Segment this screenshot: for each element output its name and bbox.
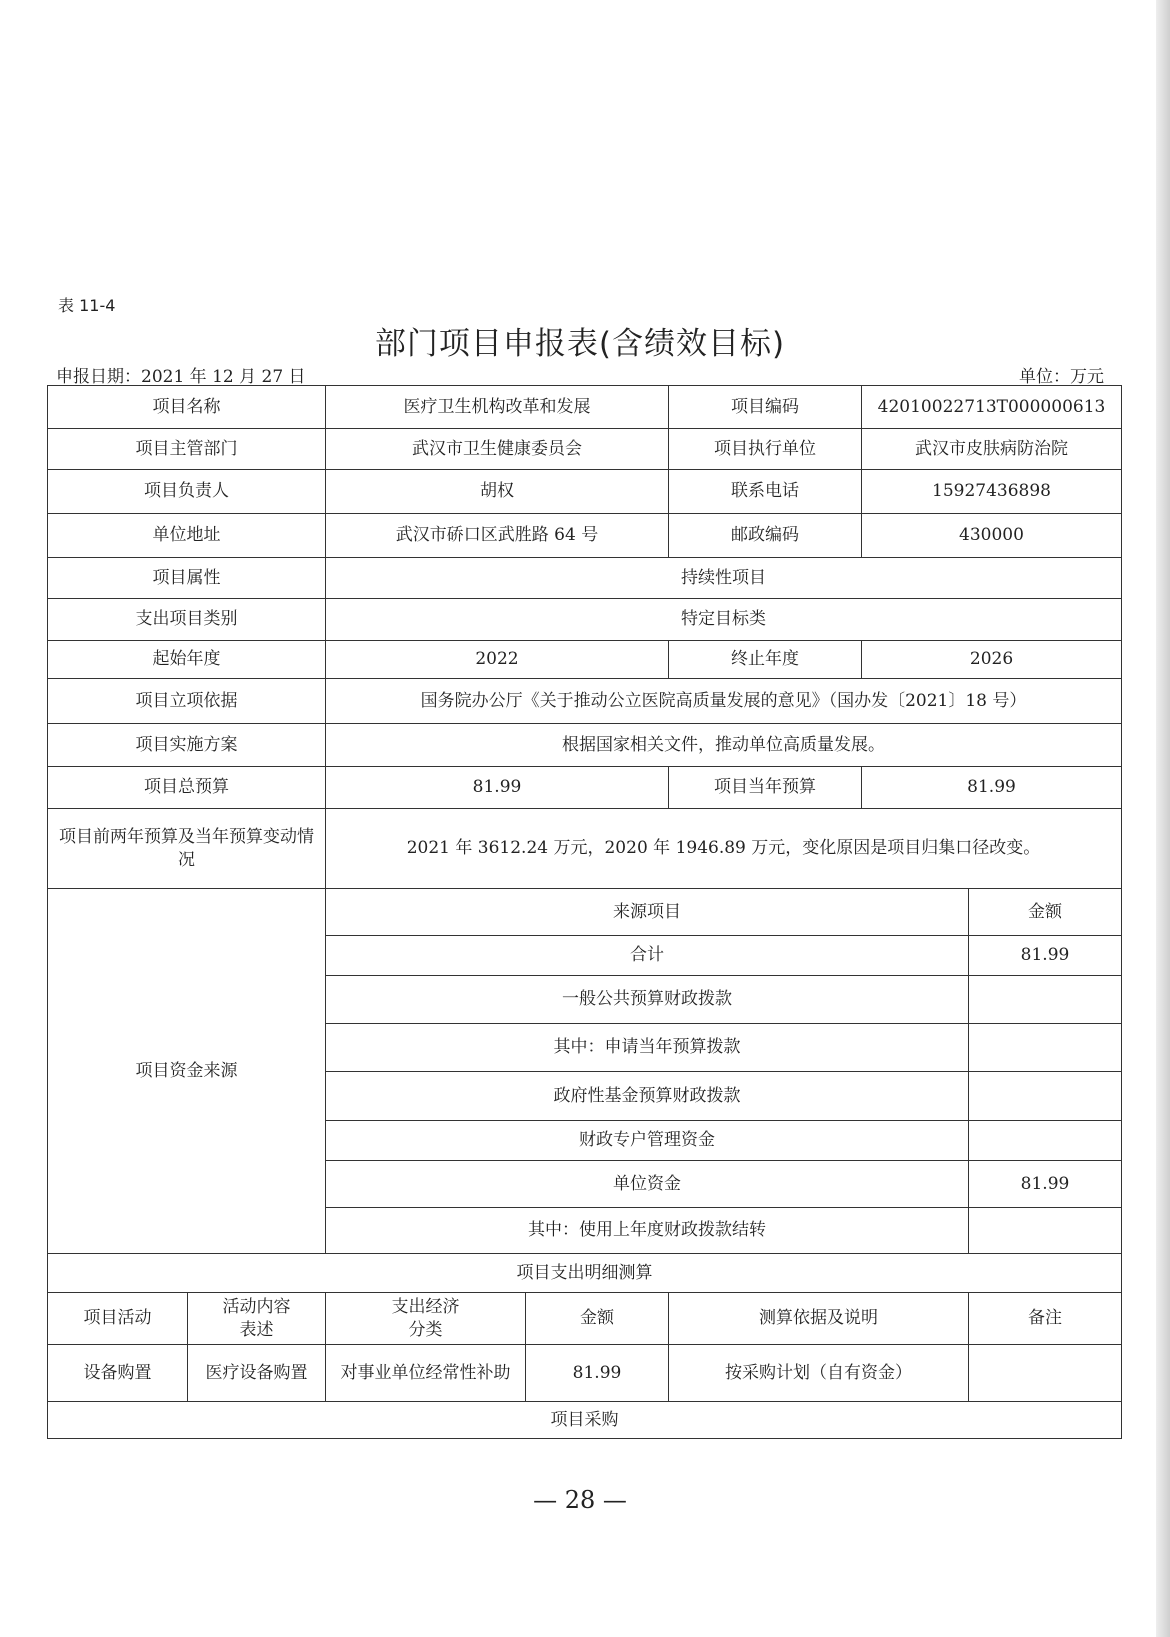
table-row bbox=[48, 558, 1122, 599]
detail-header-content-line1: 活动内容 bbox=[222, 1296, 291, 1317]
source-header: 来源项目 bbox=[326, 889, 969, 936]
name-label: 项目名称 bbox=[48, 386, 326, 429]
unit-label: 单位：万元 bbox=[1019, 367, 1104, 387]
phone-value: 15927436898 bbox=[862, 470, 1122, 514]
table-row bbox=[48, 724, 1122, 767]
dept-value: 武汉市卫生健康委员会 bbox=[326, 429, 669, 470]
leader-value: 胡权 bbox=[326, 470, 669, 514]
procurement-title: 项目采购 bbox=[48, 1402, 1122, 1439]
table-row bbox=[48, 809, 1122, 889]
detail-header-row bbox=[48, 1293, 1122, 1345]
start-label: 起始年度 bbox=[48, 641, 326, 679]
detail-header-amount: 金额 bbox=[526, 1293, 669, 1345]
category-value: 特定目标类 bbox=[326, 599, 1122, 641]
funding-amount: 81.99 bbox=[969, 936, 1122, 976]
table-row bbox=[48, 429, 1122, 470]
funding-amount: 81.99 bbox=[969, 1161, 1122, 1208]
report-date: 申报日期：2021 年 12 月 27 日 bbox=[56, 367, 306, 387]
detail-header-basis: 测算依据及说明 bbox=[669, 1293, 969, 1345]
end-value: 2026 bbox=[862, 641, 1122, 679]
exec-value: 武汉市皮肤病防治院 bbox=[862, 429, 1122, 470]
addr-value: 武汉市硚口区武胜路 64 号 bbox=[326, 514, 669, 558]
zip-label: 邮政编码 bbox=[669, 514, 862, 558]
attr-value: 持续性项目 bbox=[326, 558, 1122, 599]
page-title: 部门项目申报表(含绩效目标) bbox=[374, 326, 786, 362]
table-row bbox=[48, 470, 1122, 514]
funding-source: 政府性基金预算财政拨款 bbox=[326, 1072, 969, 1121]
table-row bbox=[48, 514, 1122, 558]
funding-label: 项目资金来源 bbox=[48, 889, 326, 1254]
end-label: 终止年度 bbox=[669, 641, 862, 679]
leader-label: 项目负责人 bbox=[48, 470, 326, 514]
procurement-row bbox=[48, 1402, 1122, 1439]
basis-label: 项目立项依据 bbox=[48, 679, 326, 724]
category-label: 支出项目类别 bbox=[48, 599, 326, 641]
funding-amount bbox=[969, 976, 1122, 1024]
funding-header-row bbox=[48, 889, 1122, 936]
basis-value: 国务院办公厅《关于推动公立医院高质量发展的意见》（国办发〔2021〕18 号） bbox=[326, 679, 1122, 724]
funding-amount bbox=[969, 1121, 1122, 1161]
code-label: 项目编码 bbox=[669, 386, 862, 429]
code-value: 42010022713T000000613 bbox=[862, 386, 1122, 429]
funding-amount bbox=[969, 1024, 1122, 1072]
detail-row bbox=[48, 1345, 1122, 1402]
detail-header-econ bbox=[326, 1293, 526, 1345]
name-value: 医疗卫生机构改革和发展 bbox=[326, 386, 669, 429]
table-row bbox=[48, 599, 1122, 641]
page-edge-shadow bbox=[1156, 0, 1170, 1637]
funding-source: 合计 bbox=[326, 936, 969, 976]
detail-note bbox=[969, 1345, 1122, 1402]
total-value: 81.99 bbox=[326, 767, 669, 809]
detail-header-content bbox=[188, 1293, 326, 1345]
table-row bbox=[48, 641, 1122, 679]
change-value: 2021 年 3612.24 万元，2020 年 1946.89 万元，变化原因是项目归集口径改变。 bbox=[326, 809, 1122, 889]
addr-label: 单位地址 bbox=[48, 514, 326, 558]
detail-header-econ-line2: 分类 bbox=[408, 1319, 443, 1340]
detail-activity: 设备购置 bbox=[48, 1345, 188, 1402]
detail-basis: 按采购计划（自有资金） bbox=[669, 1345, 969, 1402]
plan-label: 项目实施方案 bbox=[48, 724, 326, 767]
detail-header-content-line2: 表述 bbox=[239, 1319, 274, 1340]
total-label: 项目总预算 bbox=[48, 767, 326, 809]
funding-source: 单位资金 bbox=[326, 1161, 969, 1208]
funding-amount bbox=[969, 1072, 1122, 1121]
detail-header-note: 备注 bbox=[969, 1293, 1122, 1345]
project-form-table bbox=[47, 385, 1122, 1439]
funding-source: 其中：申请当年预算拨款 bbox=[326, 1024, 969, 1072]
year-budget-label: 项目当年预算 bbox=[669, 767, 862, 809]
page-number: — 28 — bbox=[533, 1486, 627, 1514]
amount-header: 金额 bbox=[969, 889, 1122, 936]
detail-header-econ-line1: 支出经济 bbox=[391, 1296, 460, 1317]
zip-value: 430000 bbox=[862, 514, 1122, 558]
start-value: 2022 bbox=[326, 641, 669, 679]
detail-content: 医疗设备购置 bbox=[188, 1345, 326, 1402]
table-row bbox=[48, 679, 1122, 724]
funding-amount bbox=[969, 1208, 1122, 1254]
change-label: 项目前两年预算及当年预算变动情况 bbox=[48, 809, 326, 889]
detail-econ: 对事业单位经常性补助 bbox=[326, 1345, 526, 1402]
detail-amount: 81.99 bbox=[526, 1345, 669, 1402]
table-number: 表 11-4 bbox=[58, 296, 116, 315]
plan-value: 根据国家相关文件，推动单位高质量发展。 bbox=[326, 724, 1122, 767]
detail-header-activity: 项目活动 bbox=[48, 1293, 188, 1345]
phone-label: 联系电话 bbox=[669, 470, 862, 514]
funding-source: 其中：使用上年度财政拨款结转 bbox=[326, 1208, 969, 1254]
table-row bbox=[48, 386, 1122, 429]
table-row bbox=[48, 767, 1122, 809]
detail-section-title: 项目支出明细测算 bbox=[48, 1254, 1122, 1293]
dept-label: 项目主管部门 bbox=[48, 429, 326, 470]
attr-label: 项目属性 bbox=[48, 558, 326, 599]
exec-label: 项目执行单位 bbox=[669, 429, 862, 470]
year-budget-value: 81.99 bbox=[862, 767, 1122, 809]
funding-source: 财政专户管理资金 bbox=[326, 1121, 969, 1161]
funding-source: 一般公共预算财政拨款 bbox=[326, 976, 969, 1024]
detail-section-row bbox=[48, 1254, 1122, 1293]
